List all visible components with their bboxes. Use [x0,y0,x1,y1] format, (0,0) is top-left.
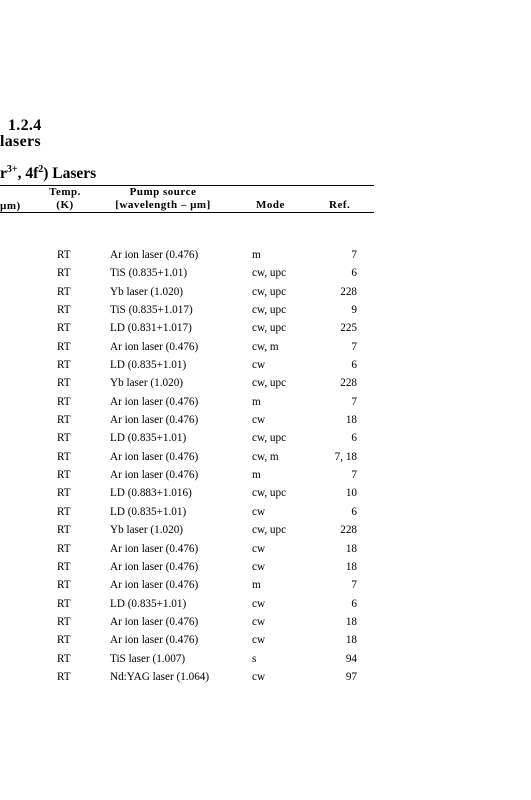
ref-cell: 18 [345,414,357,427]
pump-source-cell: Ar ion laser (0.476) [110,634,199,647]
table-row [0,558,374,576]
mode-cell: cw [252,414,266,427]
pump-source-cell: Ar ion laser (0.476) [110,615,199,628]
temp-cell: RT [57,670,71,683]
pump-source-cell: Ar ion laser (0.476) [110,249,199,261]
pump-source-cell: Ar ion laser (0.476) [110,560,199,573]
pump-source-cell: Yb laser (1.020) [110,524,184,537]
ref-cell: 94 [345,652,357,665]
header-temp-line2: (K) [56,199,74,211]
table-row [0,301,374,319]
pump-source-cell: TiS laser (1.007) [110,652,186,665]
table-title [0,165,96,183]
pump-source-cell: Ar ion laser (0.476) [110,542,199,555]
pump-source-cell: TiS (0.835+1.017) [110,304,193,317]
header-ref: Ref. [329,199,351,211]
temp-cell: RT [57,267,71,280]
section-number: 1.2.4 [8,117,42,134]
table-row [0,264,374,282]
mode-cell: cw [252,670,266,683]
mode-cell: cw [252,542,266,555]
header-temp [40,186,90,212]
table-row [0,650,374,668]
table-row [0,595,374,613]
table-row [0,613,374,631]
ref-cell: 228 [340,377,357,390]
table-row [0,374,374,392]
mode-cell: cw, upc [252,322,287,335]
mode-cell: cw, m [252,340,279,353]
pump-source-cell: Ar ion laser (0.476) [110,469,199,482]
temp-cell: RT [57,450,71,463]
ref-cell: 6 [351,505,357,518]
mode-cell: cw, upc [252,377,287,390]
temp-cell: RT [57,634,71,647]
temp-cell: RT [57,414,71,427]
section-title: lasers [0,133,41,150]
ref-cell: 10 [345,487,357,500]
ref-cell: 7 [351,249,357,261]
temp-cell: RT [57,395,71,408]
mode-cell: cw [252,634,266,647]
ref-cell: 18 [345,560,357,573]
temp-cell: RT [57,597,71,610]
temp-cell: RT [57,340,71,353]
header-pump-line1: Pump source [129,186,197,198]
ref-cell: 7 [351,579,357,592]
ref-cell: 228 [340,524,357,537]
table-row [0,484,374,502]
ref-cell: 7 [351,395,357,408]
table-row [0,429,374,447]
table-row [0,576,374,594]
table-row [0,466,374,484]
temp-cell: RT [57,560,71,573]
temp-cell: RT [57,359,71,372]
table-title-end: ) Lasers [43,165,97,182]
ref-cell: 6 [351,267,357,280]
mode-cell: cw [252,560,266,573]
pump-source-cell: Yb laser (1.020) [110,377,184,390]
mode-cell: cw, upc [252,267,287,280]
header-pump-line2: [wavelength – µm] [115,199,211,211]
ref-cell: 18 [345,615,357,628]
temp-cell: RT [57,487,71,500]
mode-cell: s [252,652,257,665]
ref-cell: 18 [345,542,357,555]
table-row [0,668,374,686]
header-mode: Mode [256,199,285,211]
table-row [0,503,374,521]
mode-cell: cw, upc [252,432,287,445]
pump-source-cell: Yb laser (1.020) [110,285,184,298]
mode-cell: cw, upc [252,524,287,537]
mode-cell: cw [252,597,266,610]
ref-cell: 228 [340,285,357,298]
temp-cell: RT [57,432,71,445]
table-row [0,393,374,411]
temp-cell: RT [57,377,71,390]
mode-cell: cw, upc [252,487,287,500]
pump-source-cell: Ar ion laser (0.476) [110,579,199,592]
ref-cell: 225 [340,322,357,335]
mode-cell: cw [252,505,266,518]
ref-cell: 7, 18 [334,450,357,463]
table-row [0,338,374,356]
table-row [0,356,374,374]
temp-cell: RT [57,579,71,592]
ref-cell: 7 [351,340,357,353]
mode-cell: m [252,395,261,408]
temp-cell: RT [57,615,71,628]
pump-source-cell: Nd:YAG laser (1.064) [110,670,210,683]
mode-cell: cw [252,359,266,372]
temp-cell: RT [57,285,71,298]
temp-cell: RT [57,524,71,537]
temp-cell: RT [57,652,71,665]
table-title-superscript-2: 2 [38,164,44,175]
pump-source-cell: Ar ion laser (0.476) [110,395,199,408]
table-title-start: r [0,165,7,182]
pump-source-cell: LD (0.835+1.01) [110,505,187,518]
pump-source-cell: LD (0.835+1.01) [110,597,187,610]
pump-source-cell: LD (0.835+1.01) [110,432,187,445]
header-pump-source [104,186,222,212]
temp-cell: RT [57,505,71,518]
table-title-middle: , 4f [17,165,39,182]
table-row [0,540,374,558]
table-row [0,521,374,539]
table-row [0,411,374,429]
table-row [0,631,374,649]
pump-source-cell: Ar ion laser (0.476) [110,414,199,427]
table-row [0,283,374,301]
table-body [0,246,374,686]
pump-source-cell: LD (0.835+1.01) [110,359,187,372]
mode-cell: m [252,249,261,261]
table-row [0,448,374,466]
header-wavelength-unit: µm) [0,200,21,212]
pump-source-cell: Ar ion laser (0.476) [110,450,199,463]
ref-cell: 6 [351,359,357,372]
ref-cell: 9 [351,304,357,317]
pump-source-cell: LD (0.883+1.016) [110,487,192,500]
table-row [0,246,374,264]
table-row [0,319,374,337]
table-title-superscript: 3+ [6,164,18,175]
pump-source-cell: Ar ion laser (0.476) [110,340,199,353]
ref-cell: 7 [351,469,357,482]
table-header-rule [0,212,374,213]
temp-cell: RT [57,322,71,335]
temp-cell: RT [57,304,71,317]
header-temp-line1: Temp. [49,186,81,198]
ref-cell: 97 [345,670,357,683]
mode-cell: m [252,469,261,482]
mode-cell: cw, m [252,450,279,463]
temp-cell: RT [57,542,71,555]
ref-cell: 6 [351,432,357,445]
mode-cell: m [252,579,261,592]
pump-source-cell: LD (0.831+1.017) [110,322,192,335]
mode-cell: cw, upc [252,304,287,317]
mode-cell: cw [252,615,266,628]
ref-cell: 18 [345,634,357,647]
pump-source-cell: TiS (0.835+1.01) [110,267,188,280]
mode-cell: cw, upc [252,285,287,298]
ref-cell: 6 [351,597,357,610]
temp-cell: RT [57,249,71,261]
temp-cell: RT [57,469,71,482]
